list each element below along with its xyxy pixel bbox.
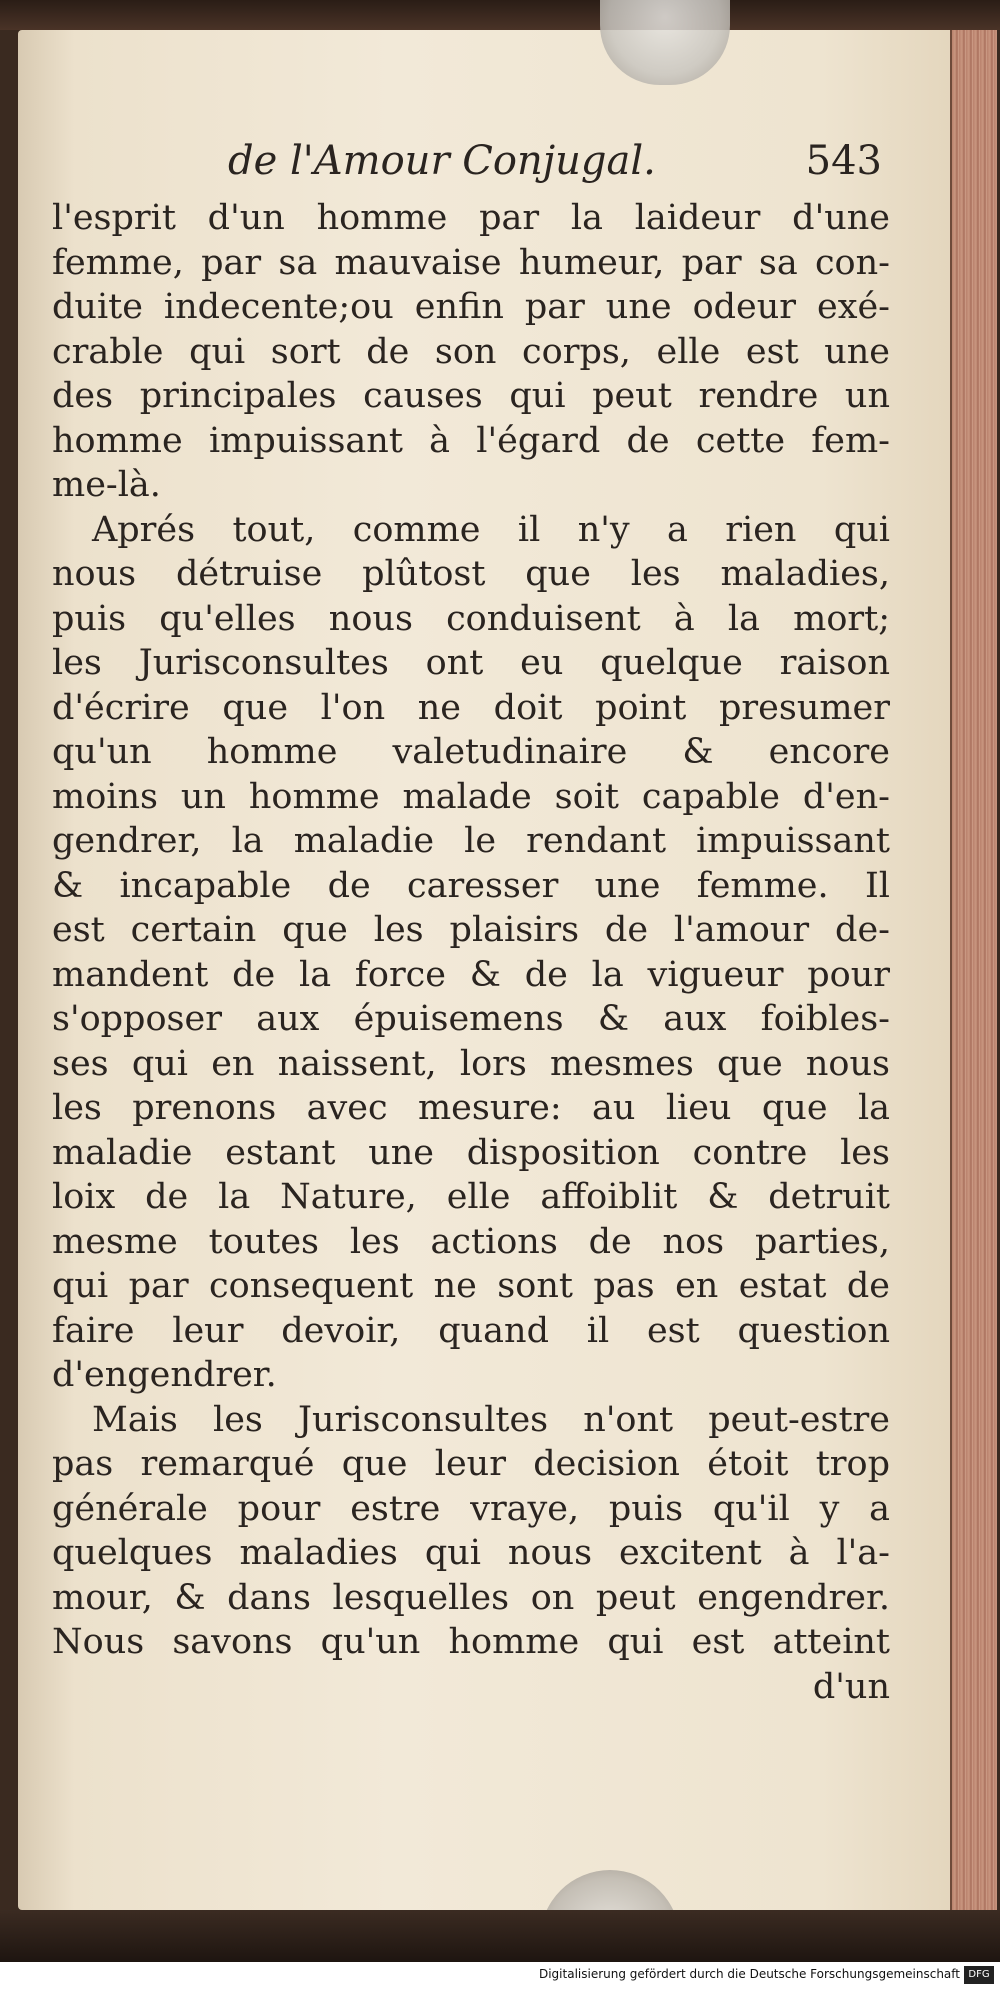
text-line: les Jurisconsultes ont eu quelque raison (52, 643, 890, 683)
footer-credit: Digitalisierung gefördert durch die Deutsche Forschungsgemeinschaft (538, 1967, 960, 1981)
text-line: loix de la Nature, elle affoiblit & detruit (52, 1177, 890, 1217)
text-line: quelques maladies qui nous excitent à l'a- (52, 1533, 890, 1573)
text-line: mour, & dans lesquelles on peut engendrer. (52, 1577, 890, 1618)
page-edges (950, 30, 997, 1910)
running-title: de l'Amour Conjugal. (228, 138, 656, 184)
book-bottom-shadow (0, 1910, 1000, 1962)
text-line: nous détruise plûtost que les maladies, (52, 554, 890, 594)
text-line: d'un (812, 1666, 890, 1707)
text-line: Aprés tout, comme il n'y a rien qui (92, 509, 890, 550)
text-line: mandent de la force & de la vigueur pour (52, 954, 890, 995)
dfg-logo: DFG (964, 1966, 994, 1984)
book-top-shadow (0, 0, 1000, 30)
text-line: maladie estant une disposition contre les (52, 1132, 890, 1173)
text-line: s'opposer aux épuisemens & aux foibles- (52, 999, 890, 1039)
running-header (52, 138, 890, 196)
text-line: générale pour estre vraye, puis qu'il y a (52, 1488, 890, 1529)
page-text (52, 138, 890, 1709)
text-line: Mais les Jurisconsultes n'ont peut-estre (92, 1399, 890, 1440)
text-line: gendrer, la maladie le rendant impuissant (52, 821, 890, 861)
text-line: Nous savons qu'un homme qui est atteint (52, 1622, 890, 1662)
text-line: d'engendrer. (52, 1355, 277, 1395)
text-line: d'écrire que l'on ne doit point presumer (52, 687, 890, 728)
text-line: des principales causes qui peut rendre un (52, 376, 890, 416)
text-line: me-là. (52, 465, 161, 505)
text-line: les prenons avec mesure: au lieu que la (52, 1088, 890, 1128)
text-lines (52, 196, 890, 1709)
text-line: qu'un homme valetudinaire & encore (52, 732, 890, 772)
text-line: moins un homme malade soit capable d'en- (52, 776, 890, 817)
digitization-footer (0, 1962, 1000, 1989)
text-line: duite indecente;ou enfin par une odeur exé- (52, 287, 890, 327)
text-line: mesme toutes les actions de nos parties, (52, 1221, 890, 1262)
text-line: ses qui en naissent, lors mesmes que nous (52, 1043, 890, 1084)
text-line: & incapable de caresser une femme. Il (52, 865, 890, 906)
text-line: femme, par sa mauvaise humeur, par sa con- (52, 242, 890, 283)
text-line: est certain que les plaisirs de l'amour de- (52, 910, 890, 950)
page-number: 543 (805, 138, 882, 184)
text-line: crable qui sort de son corps, elle est une (52, 331, 890, 372)
text-line: pas remarqué que leur decision étoit trop (52, 1444, 890, 1484)
text-line: qui par consequent ne sont pas en estat de (52, 1266, 890, 1306)
text-line: puis qu'elles nous conduisent à la mort; (52, 598, 890, 639)
text-line: homme impuissant à l'égard de cette fem- (52, 420, 890, 461)
text-line: faire leur devoir, quand il est question (52, 1310, 890, 1351)
text-line: l'esprit d'un homme par la laideur d'une (52, 198, 890, 238)
